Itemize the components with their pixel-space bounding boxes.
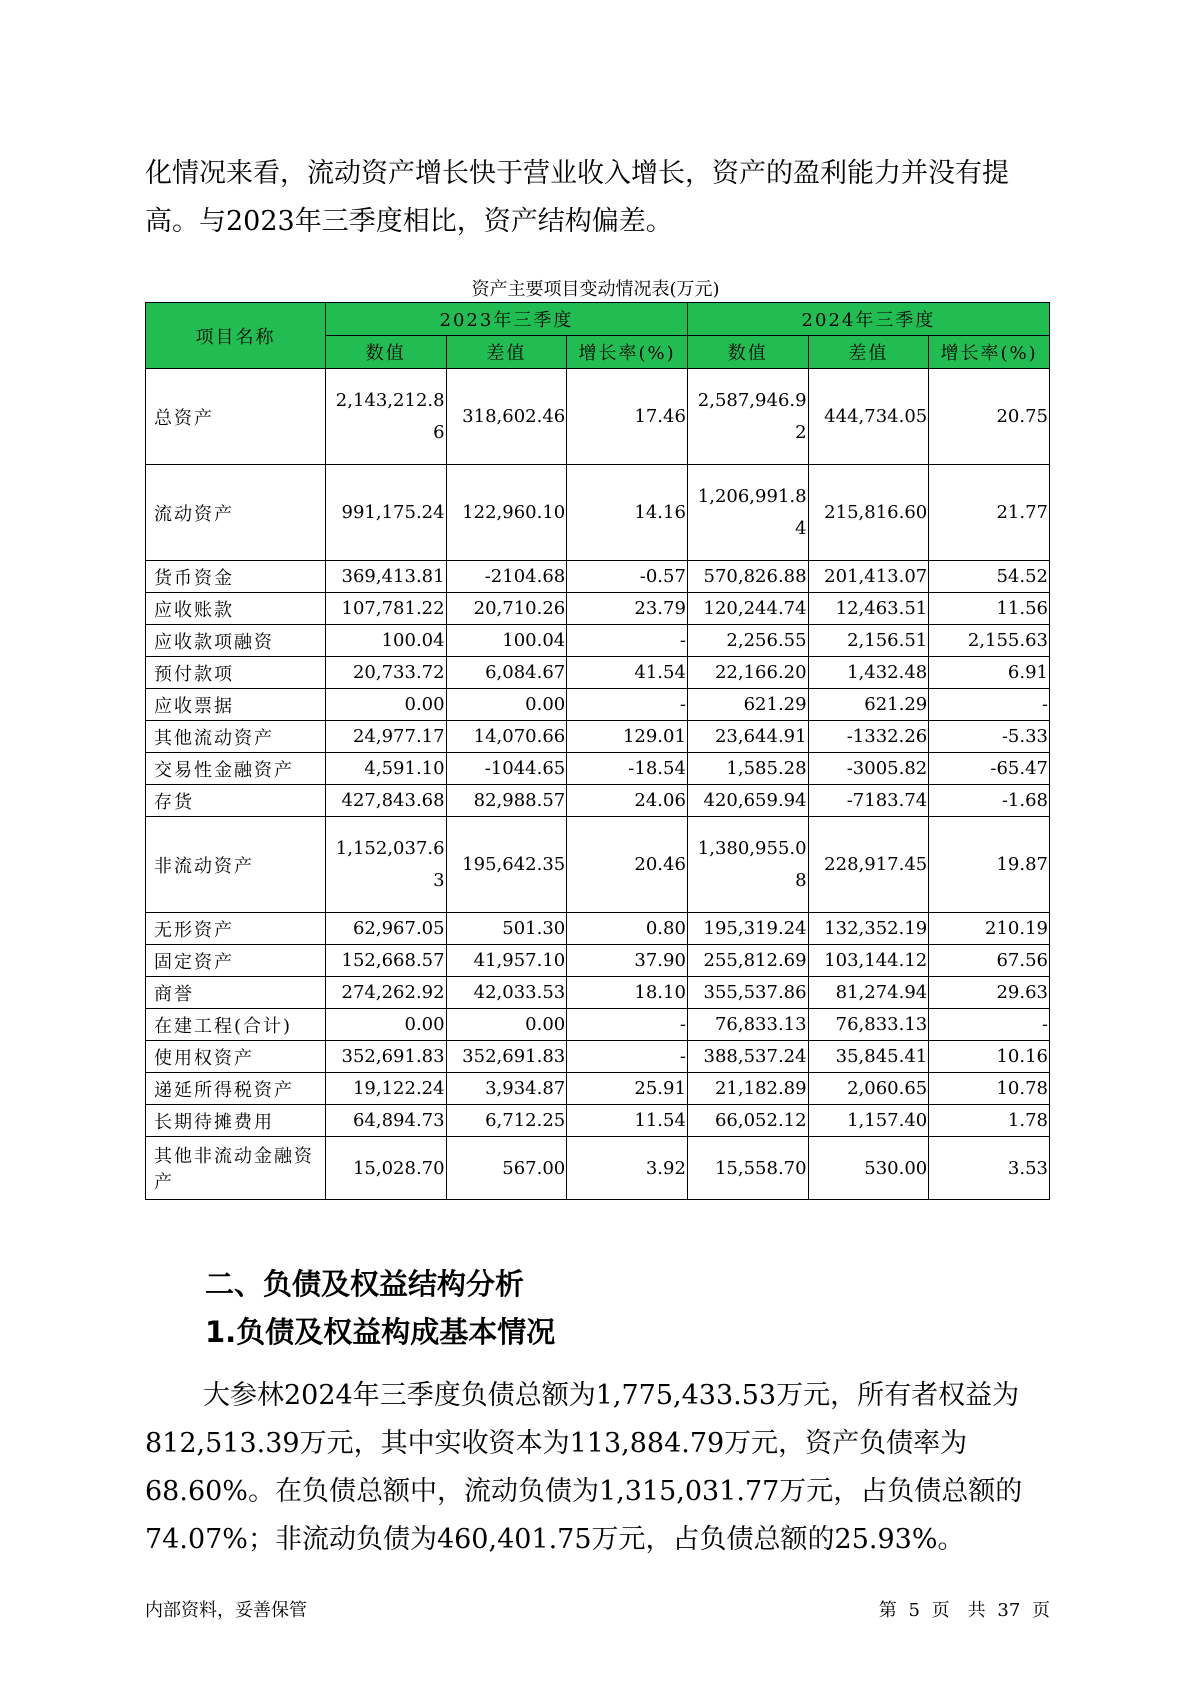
cell-d1: 6,084.67 [446,657,567,689]
header-diff-2023: 差值 [446,336,567,369]
cell-g1: 20.46 [567,817,688,913]
cell-v1: 274,262.92 [325,977,446,1009]
cell-g2: -5.33 [929,721,1050,753]
cell-d1: 501.30 [446,913,567,945]
cell-g2: 210.19 [929,913,1050,945]
cell-g1: 25.91 [567,1073,688,1105]
row-label: 固定资产 [146,945,326,977]
footer-confidential-note: 内部资料，妥善保管 [145,1600,307,1621]
table-row [146,561,1050,593]
row-label: 总资产 [146,369,326,465]
cell-d1: -1044.65 [446,753,567,785]
row-label: 递延所得税资产 [146,1073,326,1105]
cell-v2: 621.29 [687,689,808,721]
cell-v2: 195,319.24 [687,913,808,945]
row-label: 存货 [146,785,326,817]
header-period-2024: 2024年三季度 [687,303,1049,336]
cell-g1: 24.06 [567,785,688,817]
cell-g1: 3.92 [567,1137,688,1200]
cell-d2: 228,917.45 [808,817,929,913]
cell-v2: 420,659.94 [687,785,808,817]
cell-d2: 132,352.19 [808,913,929,945]
cell-g2: -1.68 [929,785,1050,817]
row-label: 长期待摊费用 [146,1105,326,1137]
cell-d2: 2,060.65 [808,1073,929,1105]
cell-v2: 2,587,946.92 [687,369,808,465]
cell-v1: 20,733.72 [325,657,446,689]
table-row [146,945,1050,977]
cell-d1: 82,988.57 [446,785,567,817]
cell-d2: 444,734.05 [808,369,929,465]
cell-v2: 2,256.55 [687,625,808,657]
cell-g2: 3.53 [929,1137,1050,1200]
cell-g1: -0.57 [567,561,688,593]
cell-v1: 0.00 [325,1009,446,1041]
row-label: 预付款项 [146,657,326,689]
cell-d2: -1332.26 [808,721,929,753]
row-label: 非流动资产 [146,817,326,913]
cell-d1: 3,934.87 [446,1073,567,1105]
cell-d2: 2,156.51 [808,625,929,657]
cell-v2: 76,833.13 [687,1009,808,1041]
table-row [146,977,1050,1009]
table-row [146,1137,1050,1200]
header-growth-2024: 增长率(%) [929,336,1050,369]
cell-v2: 255,812.69 [687,945,808,977]
cell-g1: 41.54 [567,657,688,689]
cell-v2: 22,166.20 [687,657,808,689]
cell-v2: 120,244.74 [687,593,808,625]
cell-g2: 1.78 [929,1105,1050,1137]
row-label: 商誉 [146,977,326,1009]
cell-d1: 0.00 [446,1009,567,1041]
cell-d2: 621.29 [808,689,929,721]
cell-d1: 0.00 [446,689,567,721]
cell-d1: 20,710.26 [446,593,567,625]
header-item-name: 项目名称 [146,303,326,369]
cell-d2: 76,833.13 [808,1009,929,1041]
table-row [146,689,1050,721]
cell-g2: 54.52 [929,561,1050,593]
row-label: 应收票据 [146,689,326,721]
row-label: 其他流动资产 [146,721,326,753]
table-row [146,1009,1050,1041]
cell-g2: 11.56 [929,593,1050,625]
header-value-2023: 数值 [325,336,446,369]
header-value-2024: 数值 [687,336,808,369]
cell-g2: 67.56 [929,945,1050,977]
table-row [146,913,1050,945]
cell-g1: - [567,1009,688,1041]
cell-d2: 12,463.51 [808,593,929,625]
cell-g2: 29.63 [929,977,1050,1009]
cell-d2: 530.00 [808,1137,929,1200]
cell-g1: -18.54 [567,753,688,785]
cell-d1: 41,957.10 [446,945,567,977]
row-label: 无形资产 [146,913,326,945]
table-row [146,753,1050,785]
cell-v2: 15,558.70 [687,1137,808,1200]
cell-v1: 19,122.24 [325,1073,446,1105]
cell-v1: 991,175.24 [325,465,446,561]
cell-v1: 352,691.83 [325,1041,446,1073]
cell-g1: 129.01 [567,721,688,753]
body-paragraph: 大参林2024年三季度负债总额为1,775,433.53万元，所有者权益为812,513.39万元，其中实收资本为113,884.79万元，资产负债率为68.60%。在负债总额中，流动负债为1,315,031.77万元，占负债总额的74.07%；非流动负债为460,401.75万元，占负债总额的25.93%。 [145,1380,1023,1555]
table-row [146,785,1050,817]
cell-v1: 152,668.57 [325,945,446,977]
row-label: 应收款项融资 [146,625,326,657]
cell-v2: 23,644.91 [687,721,808,753]
cell-g1: 23.79 [567,593,688,625]
row-label: 货币资金 [146,561,326,593]
cell-d1: 318,602.46 [446,369,567,465]
cell-g1: 11.54 [567,1105,688,1137]
cell-v1: 427,843.68 [325,785,446,817]
cell-v1: 2,143,212.86 [325,369,446,465]
cell-d1: 352,691.83 [446,1041,567,1073]
cell-d1: 42,033.53 [446,977,567,1009]
asset-change-table [145,302,1050,1200]
table-row [146,369,1050,465]
cell-v2: 355,537.86 [687,977,808,1009]
table-row [146,625,1050,657]
cell-v2: 1,380,955.08 [687,817,808,913]
cell-g2: - [929,689,1050,721]
cell-v2: 1,206,991.84 [687,465,808,561]
cell-g1: - [567,625,688,657]
cell-g1: 14.16 [567,465,688,561]
table-caption: 资产主要项目变动情况表(万元) [471,279,720,300]
table-row [146,593,1050,625]
cell-v1: 24,977.17 [325,721,446,753]
table-row [146,657,1050,689]
cell-g1: 18.10 [567,977,688,1009]
cell-g2: 2,155.63 [929,625,1050,657]
cell-g2: 19.87 [929,817,1050,913]
cell-g2: 21.77 [929,465,1050,561]
cell-g1: - [567,689,688,721]
cell-v1: 4,591.10 [325,753,446,785]
cell-d2: 201,413.07 [808,561,929,593]
cell-v2: 66,052.12 [687,1105,808,1137]
cell-d1: -2104.68 [446,561,567,593]
intro-paragraph: 化情况来看，流动资产增长快于营业收入增长，资产的盈利能力并没有提高。与2023年三季度相比，资产结构偏差。 [145,158,1009,237]
cell-v1: 64,894.73 [325,1105,446,1137]
table-row [146,1073,1050,1105]
cell-d2: -7183.74 [808,785,929,817]
cell-g2: 6.91 [929,657,1050,689]
cell-d2: 1,432.48 [808,657,929,689]
cell-v1: 0.00 [325,689,446,721]
cell-g1: 0.80 [567,913,688,945]
cell-g1: - [567,1041,688,1073]
cell-d2: 35,845.41 [808,1041,929,1073]
cell-d1: 100.04 [446,625,567,657]
row-label: 流动资产 [146,465,326,561]
cell-d2: 81,274.94 [808,977,929,1009]
cell-d1: 6,712.25 [446,1105,567,1137]
cell-d1: 122,960.10 [446,465,567,561]
cell-v1: 15,028.70 [325,1137,446,1200]
cell-v1: 62,967.05 [325,913,446,945]
cell-d1: 567.00 [446,1137,567,1200]
table-row [146,817,1050,913]
cell-d2: -3005.82 [808,753,929,785]
sub-heading: 1.负债及权益构成基本情况 [205,1315,556,1349]
cell-v1: 100.04 [325,625,446,657]
cell-v2: 1,585.28 [687,753,808,785]
cell-g1: 17.46 [567,369,688,465]
cell-v2: 388,537.24 [687,1041,808,1073]
cell-g2: -65.47 [929,753,1050,785]
cell-v2: 21,182.89 [687,1073,808,1105]
row-label: 使用权资产 [146,1041,326,1073]
cell-v2: 570,826.88 [687,561,808,593]
header-growth-2023: 增长率(%) [567,336,688,369]
cell-g2: 20.75 [929,369,1050,465]
cell-v1: 107,781.22 [325,593,446,625]
section-heading: 二、负债及权益结构分析 [205,1267,525,1301]
cell-d2: 215,816.60 [808,465,929,561]
table-row [146,1105,1050,1137]
table-body [146,369,1050,1200]
cell-v1: 1,152,037.63 [325,817,446,913]
row-label: 应收账款 [146,593,326,625]
table-row [146,721,1050,753]
row-label: 在建工程(合计) [146,1009,326,1041]
table-row [146,1041,1050,1073]
cell-d2: 103,144.12 [808,945,929,977]
header-diff-2024: 差值 [808,336,929,369]
cell-v1: 369,413.81 [325,561,446,593]
table-row [146,465,1050,561]
cell-g1: 37.90 [567,945,688,977]
cell-d1: 14,070.66 [446,721,567,753]
cell-g2: - [929,1009,1050,1041]
cell-d2: 1,157.40 [808,1105,929,1137]
row-label: 其他非流动金融资产 [146,1137,326,1200]
row-label: 交易性金融资产 [146,753,326,785]
cell-g2: 10.78 [929,1073,1050,1105]
cell-d1: 195,642.35 [446,817,567,913]
footer-page-number: 第 5 页 共 37 页 [878,1600,1050,1621]
cell-g2: 10.16 [929,1041,1050,1073]
header-period-2023: 2023年三季度 [325,303,687,336]
